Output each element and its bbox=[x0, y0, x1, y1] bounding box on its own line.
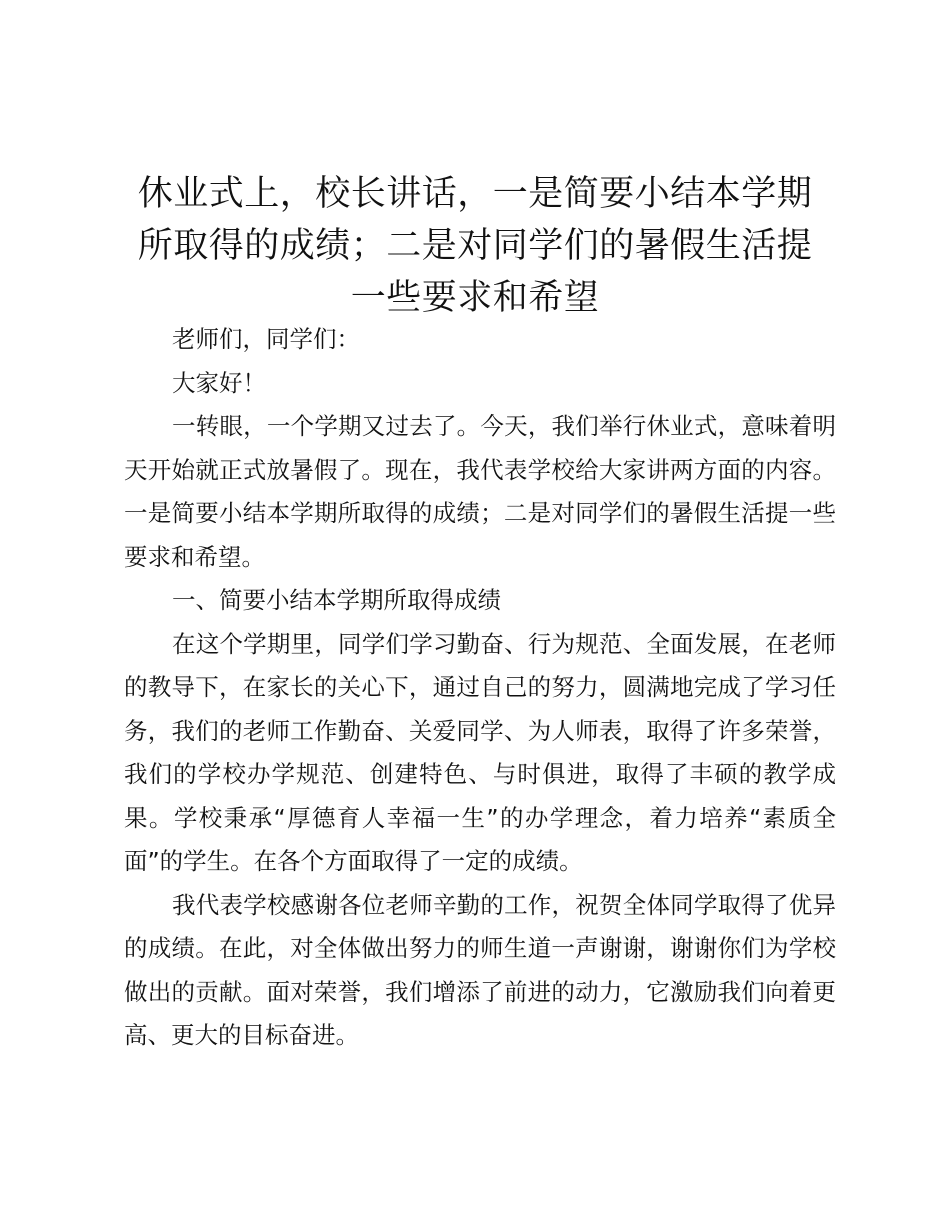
section-heading: 一、简要小结本学期所取得成绩 bbox=[172, 586, 501, 614]
salutation: 老师们，同学们： bbox=[172, 325, 360, 353]
document-title: 休业式上，校长讲话，一是简要小结本学期所取得的成绩；二是对同学们的暑假生活提一些要求和希望 bbox=[137, 174, 813, 318]
achievements-paragraph: 在这个学期里，同学们学习勤奋、行为规范、全面发展，在老师的教导下，在家长的关心下，通过自己的努力，圆满地完成了学习任务，我们的老师工作勤奋、关爱同学、为人师表，取得了许多荣誉，我们的学校办学规范、创建特色、与时俱进，取得了丰硕的教学成果。学校秉承“厚德育人幸福一生”的办学理念，着力培养“素质全面”的学生。在各个方面取得了一定的成绩。 bbox=[124, 629, 836, 875]
document-body bbox=[124, 318, 836, 1058]
greeting: 大家好！ bbox=[172, 368, 266, 397]
intro-paragraph: 一转眼，一个学期又过去了。今天，我们举行休业式，意味着明天开始就正式放暑假了。现在，我代表学校给大家讲两方面的内容。一是简要小结本学期所取得的成绩；二是对同学们的暑假生活提一些要求和希望。 bbox=[124, 412, 836, 571]
thanks-paragraph: 我代表学校感谢各位老师辛勤的工作，祝贺全体同学取得了优异的成绩。在此，对全体做出努力的师生道一声谢谢，谢谢你们为学校做出的贡献。面对荣誉，我们增添了前进的动力，它激励我们向着更高、更大的目标奋进。 bbox=[124, 890, 836, 1049]
